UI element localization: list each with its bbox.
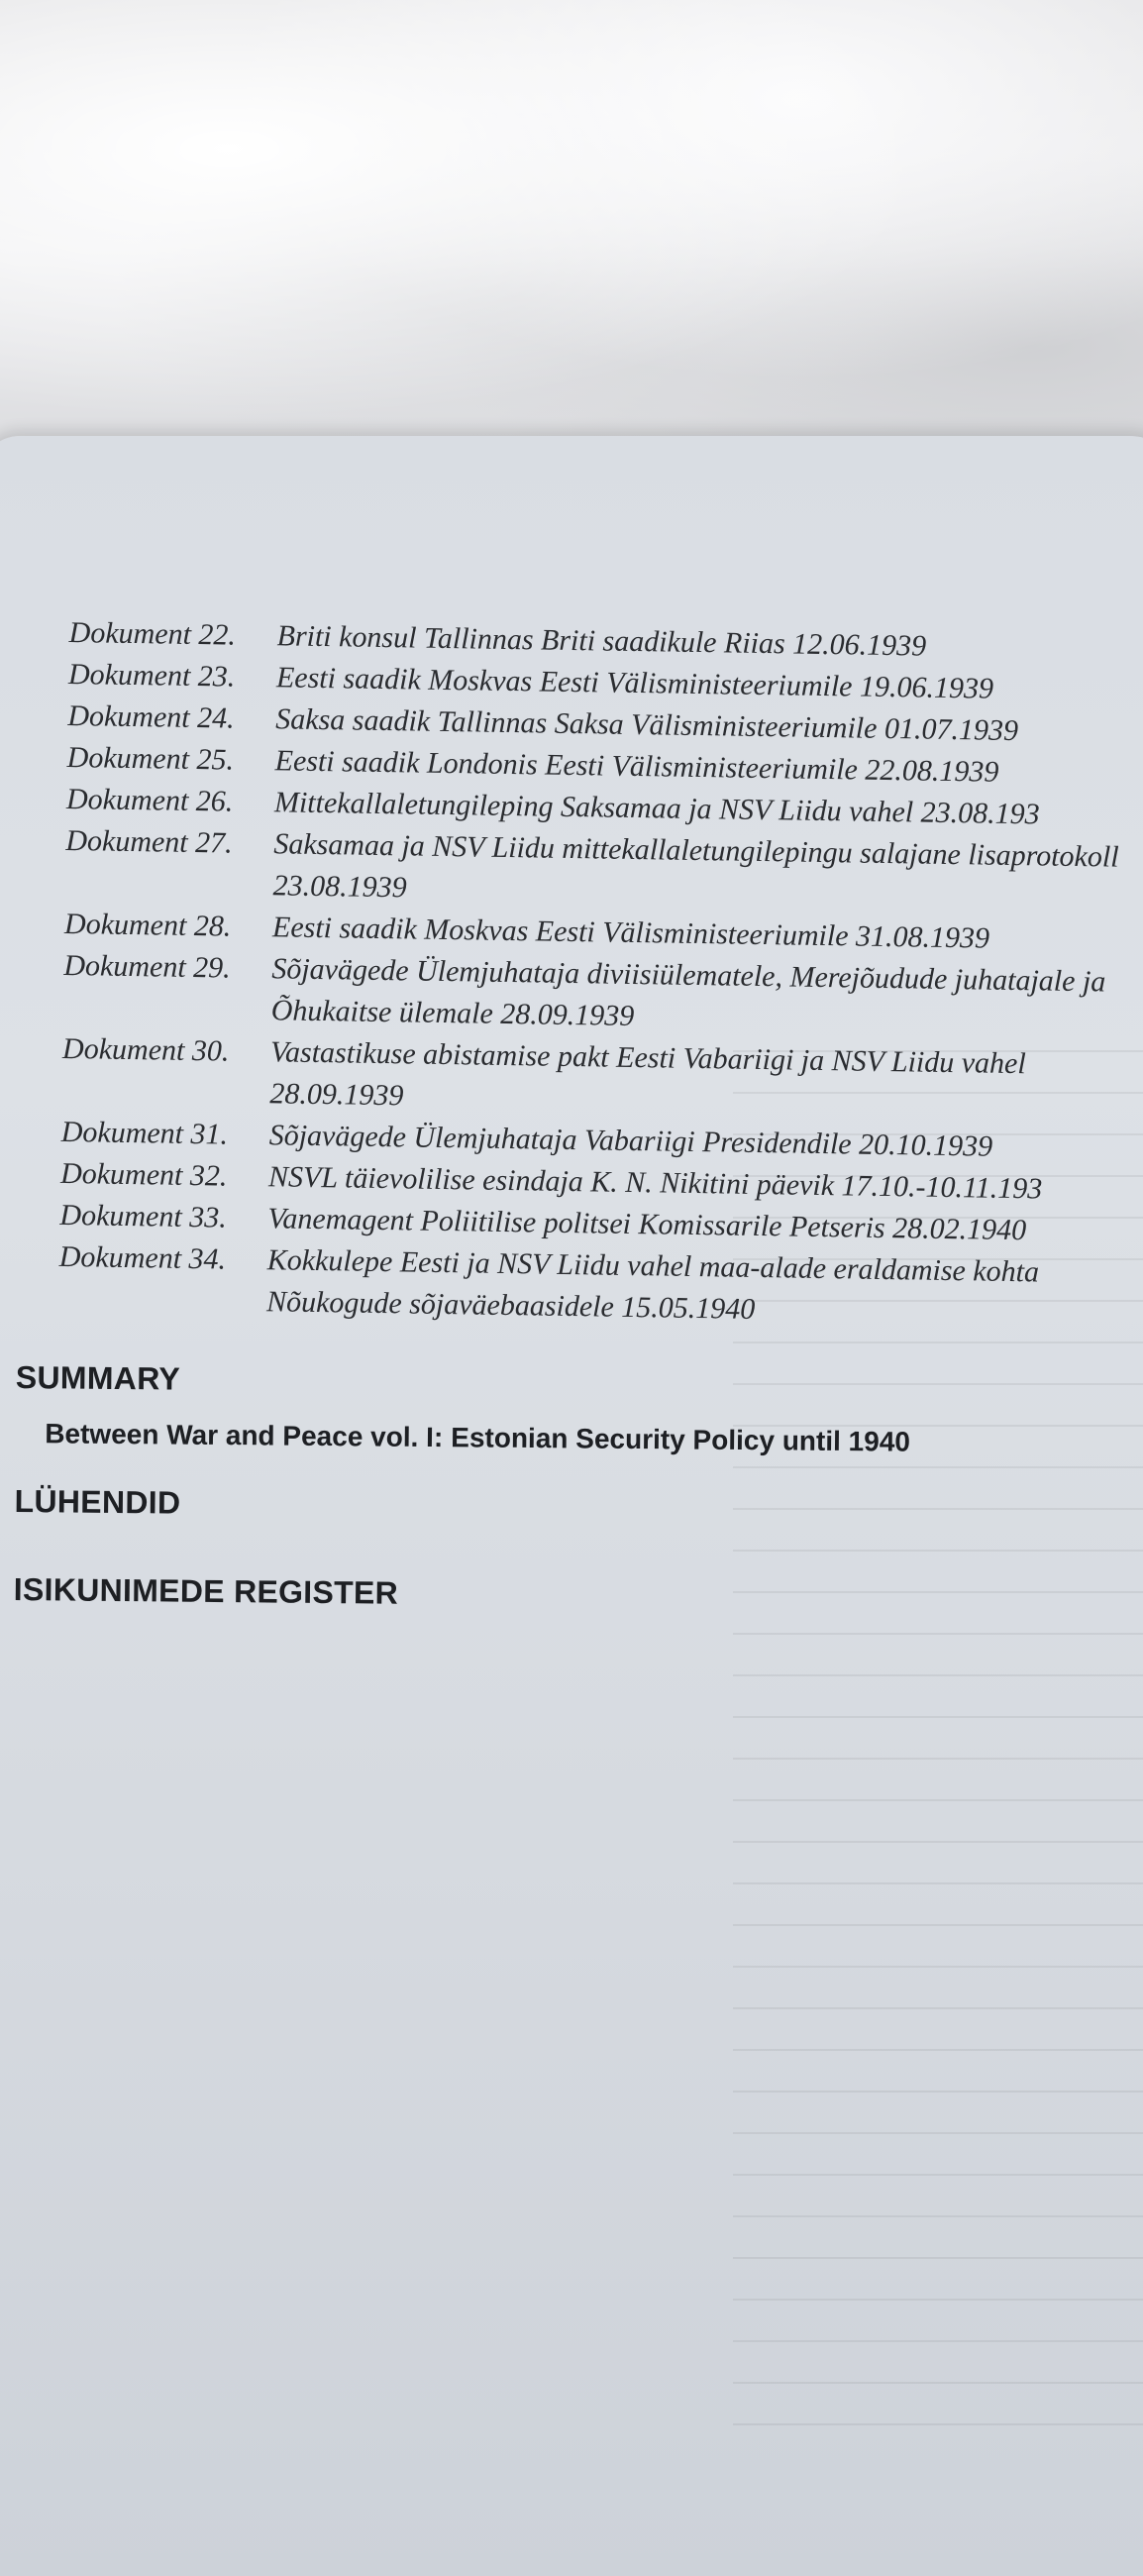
summary-heading: SUMMARY: [15, 1359, 181, 1397]
name-register-heading: ISIKUNIMEDE REGISTER: [13, 1570, 399, 1611]
document-title: Kokkulepe Eesti ja NSV Liidu vahel maa-alade eraldamise kohta Nõukogude sõjaväebaasidele 15.05.1940: [265, 1243, 1040, 1326]
document-title: Sõjavägede Ülemjuhataja Vabariigi Presidendile 20.10.1939: [268, 1119, 993, 1163]
document-number: Dokument 22.: [68, 615, 237, 652]
toc-entry-34: [58, 1236, 1143, 1337]
document-title: Mittekallaletungileping Saksamaa ja NSV Liidu vahel 23.08.193: [273, 786, 1040, 831]
document-number: Dokument 25.: [66, 740, 235, 777]
document-title: Eesti saadik Moskvas Eesti Välisministeeriumile 19.06.1939: [275, 661, 994, 705]
document-number: Dokument 28.: [63, 907, 232, 943]
document-title: Saksa saadik Tallinnas Saksa Välisministeeriumile 01.07.1939: [275, 702, 1019, 748]
document-number: Dokument 27.: [65, 823, 233, 860]
document-number: Dokument 23.: [67, 657, 236, 694]
document-title: Sõjavägede Ülemjuhataja diviisiülematele, Merejõudude juhatajale ja Õhukaitse ülemale 28.09.1939: [270, 952, 1106, 1033]
document-number: Dokument 24.: [67, 698, 235, 735]
document-number: Dokument 26.: [65, 782, 234, 818]
summary-subtitle: [45, 1418, 1134, 1460]
document-number: Dokument 32.: [59, 1156, 228, 1193]
document-number: Dokument 33.: [59, 1198, 227, 1234]
document-number: Dokument 30.: [61, 1031, 230, 1068]
summary-subtitle-right: Estonian Security Policy until 1940: [451, 1422, 911, 1457]
document-title: NSVL täievolilise esindaja K. N. Nikitini päevik 17.10.-10.11.193: [267, 1160, 1043, 1206]
document-title: Saksamaa ja NSV Liidu mittekallaletungilepingu salajane lisaprotokoll 23.08.1939: [272, 827, 1119, 905]
document-number: Dokument 31.: [60, 1115, 229, 1151]
table-of-contents: [58, 612, 1143, 1337]
document-title: Eesti saadik Moskvas Eesti Välisministeeriumile 31.08.1939: [271, 911, 990, 955]
document-number: Dokument 29.: [63, 948, 231, 985]
document-title: Vastastikuse abistamise pakt Eesti Vabariigi ja NSV Liidu vahel 28.09.1939: [269, 1035, 1026, 1113]
fabric-background: [0, 0, 1143, 495]
abbreviations-heading: LÜHENDID: [14, 1482, 181, 1521]
document-title: Eesti saadik Londonis Eesti Välisministeeriumile 22.08.1939: [274, 744, 999, 789]
document-title: Vanemagent Poliitilise politsei Komissarile Petseris 28.02.1940: [267, 1202, 1027, 1247]
document-title: Briti konsul Tallinnas Briti saadikule Riias 12.06.1939: [276, 619, 927, 663]
summary-subtitle-left: Between War and Peace vol. I:: [45, 1418, 444, 1453]
back-matter-sections: [14, 1359, 1135, 1619]
document-number: Dokument 34.: [58, 1239, 227, 1276]
